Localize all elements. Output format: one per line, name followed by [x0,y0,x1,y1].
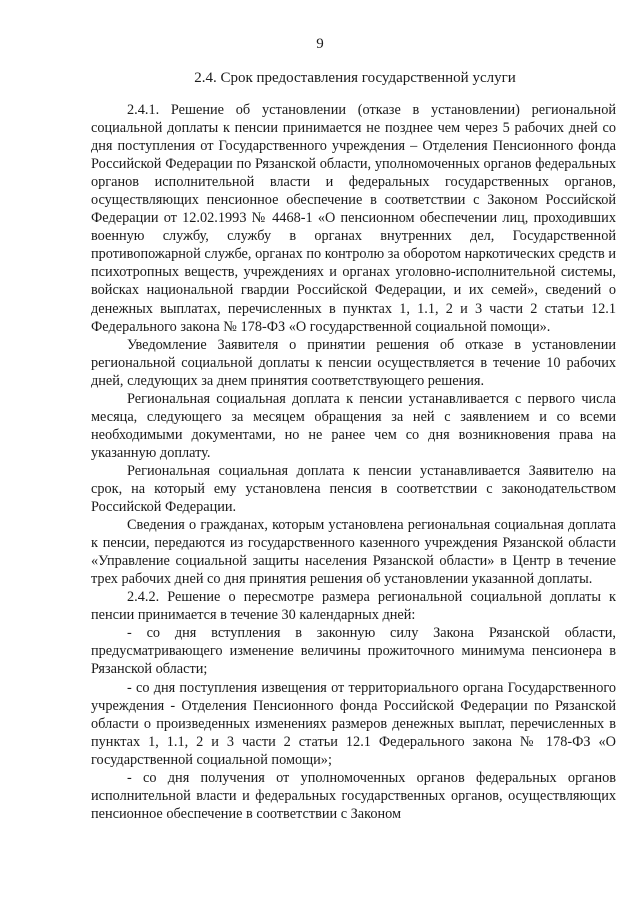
section-title: 2.4. Срок предоставления государственной услуги [194,70,516,86]
paragraph: Уведомление Заявителя о принятии решения об отказе в установлении региональной социальной доплаты к пенсии осуществляется в течение 10 рабочих дней, следующих за днем принятия соответствующего решения. [91,336,616,389]
list-item: - со дня вступления в законную силу Закона Рязанской области, предусматривающего изменение величины прожиточного минимума пенсионера в Рязанской области; [91,625,616,678]
paragraph: 2.4.2. Решение о пересмотре размера региональной социальной доплаты к пенсии принимается в течение 30 календарных дней: [91,589,616,624]
page-number: 9 [316,36,324,52]
paragraph: Региональная социальная доплата к пенсии устанавливается с первого числа месяца, следующего за месяцем обращения за ней с заявлением и со всеми необходимыми документами, но не ранее чем со дня возникновения права на указанную доплату. [91,390,616,461]
paragraph: Региональная социальная доплата к пенсии устанавливается Заявителю на срок, на который ему установлена пенсия в соответствии с законодательством Российской Федерации. [91,462,616,516]
paragraph: Сведения о гражданах, которым установлена региональная социальная доплата к пенсии, передаются из государственного казенного учреждения Рязанской области «Управление социальной защиты населения Рязанской области» в Центр в течение трех рабочих дней со дня принятия решения об установлении указанной доплаты. [91,517,616,588]
document-body [91,101,616,823]
paragraph: 2.4.1. Решение об установлении (отказе в установлении) региональной социальной доплаты к пенсии принимается не позднее чем через 5 рабочих дней со дня поступления от Государственного учреждения – Отделения Пенсионного фонда Российской Федерации по Рязанской области, уполномоченных органов федеральных органов исполнительной власти и федеральных государственных органов, осуществляющих пенсионное обеспечение в соответствии с Законом Российской Федерации от 12.02.1993 № 4468-1 «О пенсионном обеспечении лиц, проходивших военную службу, службу в органах внутренних дел, Государственной противопожарной службе, органах по контролю за оборотом наркотических средств и психотропных веществ, учреждениях и органах уголовно-исполнительной системы, войсках национальной гвардии Российской Федерации, и их семей», сведений о денежных выплатах, перечисленных в пунктах 1, 1.1, 2 и 3 части 2 статьи 12.1 Федерального закона № 178-ФЗ «О государственной социальной помощи». [91,102,616,335]
list-item: - со дня получения от уполномоченных органов федеральных органов исполнительной власти и федеральных государственных органов, осуществляющих пенсионное обеспечение в соответствии с Законом [91,769,616,822]
list-item: - со дня поступления извещения от территориального органа Государственного учреждения - Отделения Пенсионного фонда Российской Федерации по Рязанской области о произведенных изменениях размеров денежных выплат, перечисленных в пунктах 1, 1.1, 2 и 3 части 2 статьи 12.1 Федерального закона № 178-ФЗ «О государственной социальной помощи»; [91,679,616,768]
